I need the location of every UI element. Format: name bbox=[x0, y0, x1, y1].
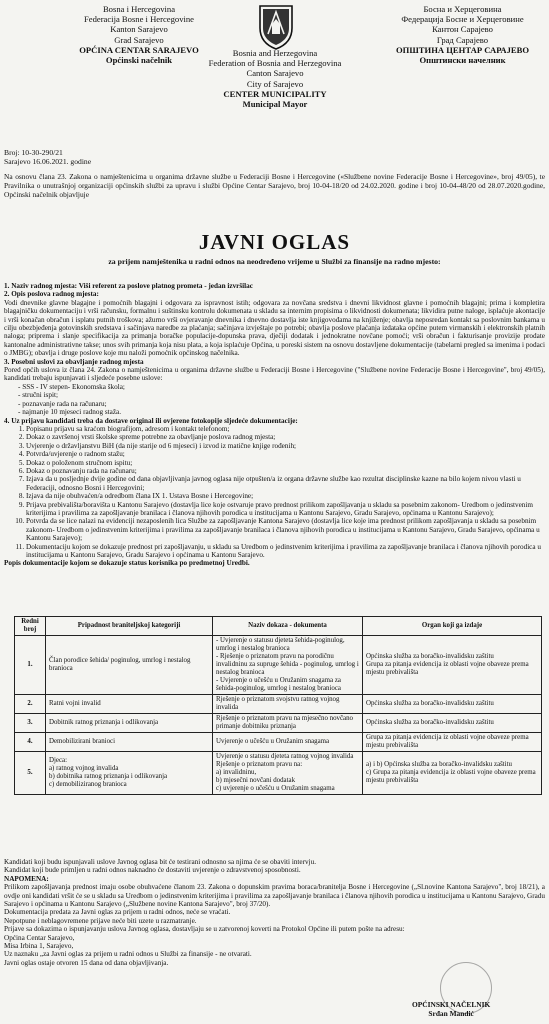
header-right-line1: Босна и Херцеговина bbox=[423, 4, 502, 14]
row-number: 3. bbox=[15, 714, 46, 733]
footer-p4: Dokumentacija predata za Javni oglas za prijem u radni odnos, neće se vraćati. bbox=[4, 908, 231, 917]
list-item: 4. Potvrda/uvjerenje o radnom stažu; bbox=[26, 450, 545, 458]
section-3-heading: 3. Posebni uslovi za obavljanje radnog mjesta bbox=[4, 357, 144, 366]
list-item: 8. Izjava da nije obuhvaćen/a odredbom člana IX 1. Ustava Bosne i Hercegovine; bbox=[26, 492, 545, 500]
list-item: 3. Uvjerenje o državljanstvu BiH (da nije starije od 6 mjeseci) i izvod iz matične knjige rođenih; bbox=[26, 442, 545, 450]
header-center-line3: Canton Sarajevo bbox=[246, 68, 304, 79]
header-right-line2: Федерација Босне и Херцеговине bbox=[401, 14, 524, 25]
header-left-line1: Bosna i Hercegovina bbox=[102, 4, 176, 14]
list-item: 6. Dokaz o poznavanju rada na računaru; bbox=[26, 467, 545, 475]
row-organ: Općinska služba za boračko-invalidsku zaštitu bbox=[363, 695, 542, 714]
table-row bbox=[15, 752, 542, 795]
napomena-heading: NAPOMENA: bbox=[4, 874, 49, 883]
status-documents-table bbox=[14, 616, 542, 795]
signature-block bbox=[412, 1000, 490, 1018]
header-center-line4: City of Sarajevo bbox=[246, 78, 304, 89]
row-documents: Rješenje o priznatom svojstvu ratnog vojnog invalida bbox=[213, 695, 363, 714]
row-number: 1. bbox=[15, 636, 46, 695]
header-right-line3: Кантон Сарајево bbox=[432, 24, 493, 35]
list-item: - stručni ispit; bbox=[18, 391, 545, 399]
coat-of-arms-icon bbox=[258, 4, 294, 50]
footer-p7: Općina Centar Sarajevo, bbox=[4, 933, 75, 942]
header-left-line2: Federacija Bosne i Hercegovine bbox=[83, 14, 194, 25]
row-category: Demobilizirani branioci bbox=[46, 733, 213, 752]
footer-p5: Nepotpune i neblagovremene prijave neće biti uzete u razmatranje. bbox=[4, 916, 197, 925]
row-category: Djeca: a) ratnog vojnog invalida b) dobitnika ratnog priznanja i odlikovanja c) demobiliziranog branioca bbox=[46, 752, 213, 795]
section-1: 1. Naziv radnog mjesta: Viši referent za poslove platnog prometa - jedan izvršilac bbox=[4, 282, 253, 290]
header-center-office: Municipal Mayor bbox=[242, 99, 308, 110]
section-2-heading: 2. Opis poslova radnog mjesta: bbox=[4, 290, 99, 299]
document-number: Broj: 10-30-290/21 bbox=[4, 148, 63, 157]
table-row bbox=[15, 733, 542, 752]
header-right-municipality: ОПШТИНА ЦЕНТАР САРАЈЕВО bbox=[395, 44, 530, 55]
col-header-organ: Organ koji ga izdaje bbox=[363, 617, 542, 636]
intro-paragraph: Na osnovu člana 23. Zakona o namještenicima u organima državne službe u Federaciji Bosne i Hercegovine («Službene novine Federacije Bosne i Hercegovine», broj 49/05), te Pravilnika o unutrašnjoj organizaciji općinskih službi za upravu i službi Općine Centar Sarajevo, broj 10-04-18/20 od 24.02.2020. godine i broj 10-04-48/20 od 28.07.2020.godine, Općinski načelnik objavljuje bbox=[4, 172, 545, 199]
row-documents: Uvjerenje o statusu djeteta ratnog vojnog invalida Rješenje o priznatom pravu na: a) invalidninu, b) mjesečni novčani dodatak c) uvjerenje o učešću u Oružanim snagama bbox=[213, 752, 363, 795]
header-right-line4: Град Сарајево bbox=[436, 34, 489, 45]
list-item: - najmanje 10 mjeseci radnog staža. bbox=[18, 408, 545, 416]
list-item: 2. Dokaz o završenoj vrsti školske spreme potrebne za obavljanje poslova radnog mjesta; bbox=[26, 433, 545, 441]
row-documents: Uvjerenje o učešću u Oružanim snagama bbox=[213, 733, 363, 752]
row-organ: Grupa za pitanja evidencija iz oblasti vojne obaveze prema mjestu prebivališta bbox=[363, 733, 542, 752]
page-title: JAVNI OGLAS bbox=[198, 230, 351, 254]
list-item: - poznavanje rada na računaru; bbox=[18, 400, 545, 408]
header-left-municipality: OPĆINA CENTAR SARAJEVO bbox=[79, 44, 199, 55]
row-category: Ratni vojni invalid bbox=[46, 695, 213, 714]
header-center bbox=[120, 48, 430, 109]
footer-p3: Prilikom zapošljavanja prednost imaju osobe obuhvaćene članom 23. Zakona o dopunskim pravima boraca/branitelja Bosne i Hercegovine („Sl.novine Kantona Sarajevo", broj 18/21), a ovdje oni kandidati vršit će se u skladu sa Uredbom o jedinstvenim kriterijima i pravilima za zapošljavanje branilaca i članova njihovih porodica u institucijama u Kantonu Sarajevo, Gradu Sarajevo i općinama u Kantonu Sarajevo („Službene novine Kantona Sarajevo", broj 37/20). bbox=[4, 883, 545, 909]
table-row bbox=[15, 636, 542, 695]
page-subtitle: za prijem namještenika u radni odnos na neodređeno vrijeme u Službi za finansije na radno mjesto: bbox=[108, 257, 441, 266]
list-item: - SSS - IV stepen- Ekonomska škola; bbox=[18, 383, 545, 391]
header-left-office: Općinski načelnik bbox=[105, 55, 173, 66]
signature-title: OPĆINSKI NAČELNIK bbox=[412, 1000, 491, 1009]
row-number: 4. bbox=[15, 733, 46, 752]
ad-body bbox=[4, 282, 545, 568]
list-item: 5. Dokaz o položenom stručnom ispitu; bbox=[26, 459, 545, 467]
list-item: 7. Izjava da u posljednje dvije godine od dana objavljivanja javnog oglasa nije otpušten/a iz organa državne službe kao rezultat disciplinske kazne na bilo kojem nivou vlasti u Federaciji, odnosno Bosni i Hercegovini; bbox=[26, 475, 545, 492]
document-meta bbox=[4, 148, 91, 166]
row-documents: Rješenje o priznatom pravu na mjesečno novčano primanje dobitniku priznanja bbox=[213, 714, 363, 733]
row-category: Član porodice šehida/ poginulog, umrlog i nestalog branioca bbox=[46, 636, 213, 695]
header-center-municipality: CENTER MUNICIPALITY bbox=[223, 88, 327, 99]
footer-p1: Kandidati koji budu ispunjavali uslove Javnog oglasa bit će testirani odnosno sa njima će se obaviti intervju. bbox=[4, 858, 316, 866]
row-documents: - Uvjerenje o statusu djeteta šehida-poginulog, umrlog i nestalog branioca - Rješenje o priznatom pravu na porodičnu invalidninu za supruge šehida - poginulog, umrlog i nestalog branioca - Uvjerenje o učešću u Oružanim snagama za šehida-poginulog, umrlog i nestalog branioca bbox=[213, 636, 363, 695]
table-header-row bbox=[15, 617, 542, 636]
col-header-category: Pripadnost braniteljskoj kategoriji bbox=[46, 617, 213, 636]
document-date: Sarajevo 16.06.2021. godine bbox=[4, 157, 92, 166]
row-number: 2. bbox=[15, 695, 46, 714]
row-organ: Općinska služba za boračko-invalidsku zaštitu Grupa za pitanja evidencija iz oblasti vojne obaveze prema mjestu prebivališta bbox=[363, 636, 542, 695]
row-organ: a) i b) Općinska služba za boračko-invalidsku zaštitu c) Grupa za pitanja evidencija iz oblasti vojne obaveze prema mjestu prebivališta bbox=[363, 752, 542, 795]
list-item: 10. Potvrda da se lice nalazi na evidenciji nezaposlenih lica Službe za zapošljavanje Kantona Sarajevo (dostavlja lice koje ima prednost prilikom zapošljavanja u skladu sa posebnim zakonom- Uredbom o jedinstvenim kriterijima i pravilima za zapošljavanje branilaca i članova njihovih porodica u institucijama u Kantonu Sarajevo, Gradu Sarajevo, općinama u Kantonu Sarajevo); bbox=[26, 517, 545, 542]
header-right-office: Општински начелник bbox=[419, 55, 506, 66]
row-number: 5. bbox=[15, 752, 46, 795]
table-row bbox=[15, 714, 542, 733]
section-2-text: Vodi dnevnike glavne blagajne i pomoćnih blagajni i odgovara za ispravnost istih; odgovara za novčana sredstva i dnevni likvidnost glavne i pomoćnih blagajni; prima i kompletira blagajničku dokumentaciju i vrši računsku, formalnu i suštinsku kontrolu dokumenata u skladu sa internim propisima o likvidnosti dokumenata; likvidira putne naloge, isplaćuje akontacije i vrši konačan obračun i isplatu putnih troškova; ažurno vrši ovjeravanje dnevnika i dnevno dostavlja iste knjigovođama na knjiženje; obavlja neposredan kontakt sa poslovnim bankama u cilju obezbjeđenja gotovinskih sredstava i sačinjava naredbe za plaćanja; sačinjava izvještaje po potrebi; obavlja poslove plaćanja izdataka općine putem virmanskih i elektronskih platnih naloga; priprema i slanje specifikacija za primanja boračke populacije-dopunska prava, dječiji dodatak i jednokratne novčane pomoći; vrši obračun i fakturisanje provizije prodate kantonalne administrativne takse; unos svih primanja koja nisu plata, a koja isplaćuje Općina, u poreski sistem na osnovu dostavljene dokumentacije (tabelarni pregled sa imenima i podaci o JMBG); obavlja i druge poslove koje mu naloži pomoćnik općinskog načelnika. bbox=[4, 298, 545, 358]
row-organ: Općinska služba za boračko-invalidsku zaštitu bbox=[363, 714, 542, 733]
list-item: 9. Prijava prebivališta/boravišta u Kantonu Sarajevo (dostavlja lice koje ostvaruje pravo prednost prilikom zapošljavanja u skladu sa posebnim zakonom- Uredbom o jedinstvenim kriterijima i pravilima za zapošljavanje branilaca i članova njihovih porodica u institucijama u Kantonu Sarajevo, Gradu Sarajevo, općinama u Kantonu Sarajevo); bbox=[26, 501, 545, 518]
table-row bbox=[15, 695, 542, 714]
section-4-heading: 4. Uz prijavu kandidati treba da dostave original ili ovjerene fotokopije sljedeće dokumentacije: bbox=[4, 416, 298, 425]
row-category: Dobitnik ratnog priznanja i odlikovanja bbox=[46, 714, 213, 733]
list-item: 1. Popisanu prijavu sa kraćom biografijom, adresom i kontakt telefonom; bbox=[26, 425, 545, 433]
footer-p10: Javni oglas ostaje otvoren 15 dana od dana objavljivanja. bbox=[4, 958, 169, 967]
footer-p6: Prijave sa dokazima o ispunjavanju uslova Javnog oglasa, dostavljaju se u zatvorenoj koverti na Protokol Općine ili putem pošte na adresu: bbox=[4, 925, 405, 934]
list-item: 11. Dokumentaciju kojom se dokazuje prednost pri zapošljavanju, u skladu sa Uredbom o jedinstvenim kriterijima i pravilima za zapošljavanje branilaca i članova njihovih porodica u institucijama u Kantonu Sarajevo, Gradu Sarajevo i općinama u Kantonu Sarajevo. bbox=[26, 543, 545, 560]
signature-name: Srđan Mandić bbox=[428, 1009, 474, 1018]
header-left-line4: Grad Sarajevo bbox=[114, 34, 164, 45]
header-left-line3: Kanton Sarajevo bbox=[110, 24, 168, 35]
footer-p8: Misa Irbina 1, Sarajevo, bbox=[4, 942, 74, 951]
col-header-document: Naziv dokaza - dokumenta bbox=[213, 617, 363, 636]
header-center-line1: Bosnia and Herzegovina bbox=[232, 48, 318, 58]
table-body bbox=[15, 636, 542, 795]
popis-heading: Popis dokumentacije kojom se dokazuje status korisnika po predmetnoj Uredbi. bbox=[4, 559, 250, 568]
requirements-list bbox=[4, 383, 545, 417]
footer-p9: Uz naznaku „za Javni oglas za prijem u radni odnos u Službi za finansije - ne otvarati. bbox=[4, 950, 252, 959]
header-center-line2: Federation of Bosnia and Herzegovina bbox=[208, 58, 342, 69]
footer-p2: Kandidat koji bude primljen u radni odnos naknadno će dostaviti uvjerenje o zdravstvenoj sposobnosti. bbox=[4, 866, 301, 875]
footer-notes bbox=[4, 858, 545, 967]
section-3-text: Pored općih uslova iz člana 24. Zakona o namještenicima u organima državne službe u Federaciji Bosne i Hercegovine ("Službene novine Federacije Bosne i Hercegovine", broj 49/05), kandidati trebaju ispunjavati i sljedeće posebne uslove: bbox=[4, 366, 545, 383]
documents-list bbox=[4, 425, 545, 560]
col-header-number: Redni broj bbox=[15, 617, 46, 636]
